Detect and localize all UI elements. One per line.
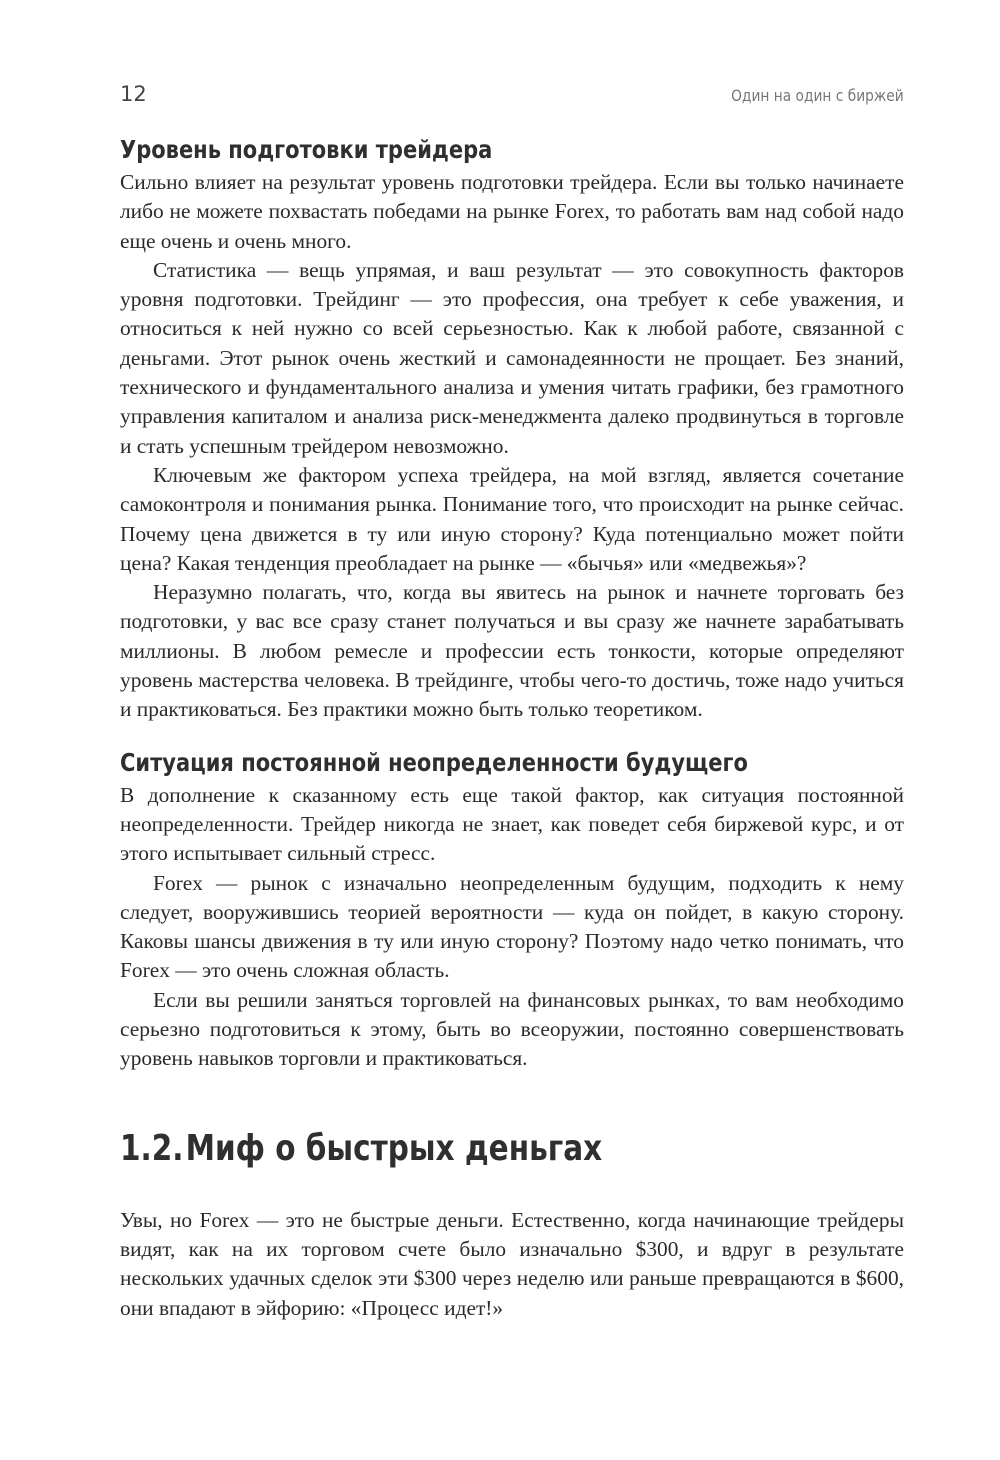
book-title: Один на один с биржей (731, 86, 904, 105)
running-header (120, 80, 904, 112)
section-heading-uncertainty: Ситуация постоянной неопределенности будущего (120, 747, 748, 777)
paragraph: Статистика — вещь упрямая, и ваш результат — это совокупность факторов уровня подготовки. Трейдинг — это профессия, она требует к себе уважения, и относиться к ней нужно со всей серьезностью. Как к любой работе, связанной с деньгами. Этот рынок очень жесткий и самонадеянности не прощает. Без знаний, технического и фундаментального анализа и умения читать графики, без грамотного управления капиталом и анализа риск-менеджмента далеко продвинуться в торговле и стать успешным трейдером невозможно. (120, 257, 904, 458)
page-number: 12 (120, 82, 147, 106)
paragraph: В дополнение к сказанному есть еще такой фактор, как ситуация постоянной неопределенности. Трейдер никогда не знает, как поведет себя биржевой курс, и от этого испытывает сильный стресс. (120, 782, 904, 866)
paragraph: Сильно влияет на результат уровень подготовки трейдера. Если вы только начинаете либо не можете похвастать победами на рынке Forex, то работать вам над собой надо еще очень и очень много. (120, 170, 904, 253)
page-content (120, 134, 904, 1323)
section-heading-trader-preparation: Уровень подготовки трейдера (120, 135, 493, 164)
paragraph: Ключевым же фактором успеха трейдера, на мой взгляд, является сочетание самоконтроля и понимания рынка. Понимание того, что происходит на рынке сейчас. Почему цена движется в ту или иную сторону? Куда потенциально может пойти цена? Какая тенденция преобладает на рынке — «бычья» или «медвежья»? (120, 462, 904, 575)
paragraph: Если вы решили заняться торговлей на финансовых рынках, то вам необходимо серьезно подготовиться к этому, быть во всеоружии, постоянно совершенствовать уровень навыков торговли и практиковаться. (120, 987, 904, 1071)
chapter-title: Миф о быстрых деньгах (185, 1127, 603, 1169)
chapter-heading (120, 1126, 763, 1172)
paragraph: Forex — рынок с изначально неопределенным будущим, подходить к нему следует, вооружившись теорией вероятности — куда он пойдет, в какую сторону. Каковы шансы движения в ту или иную сторону? Поэтому надо четко понимать, что Forex — это очень сложная область. (120, 870, 904, 983)
chapter-number: 1.2. (120, 1127, 184, 1169)
paragraph: Увы, но Forex — это не быстрые деньги. Естественно, когда начинающие трейдеры видят, как на их торговом счете было изначально $300, и вдруг в результате нескольких удачных сделок эти $300 через неделю или раньше превращаются в $600, они впадают в эйфорию: «Процесс идет!» (120, 1207, 904, 1320)
paragraph: Неразумно полагать, что, когда вы явитесь на рынок и начнете торговать без подготовки, у вас все сразу станет получаться и вы сразу же начнете зарабатывать миллионы. В любом ремесле и профессии есть тонкости, которые определяют уровень мастерства человека. В трейдинге, чтобы чего-то достичь, тоже надо учиться и практиковаться. Без практики можно быть только теоретиком. (120, 580, 904, 722)
